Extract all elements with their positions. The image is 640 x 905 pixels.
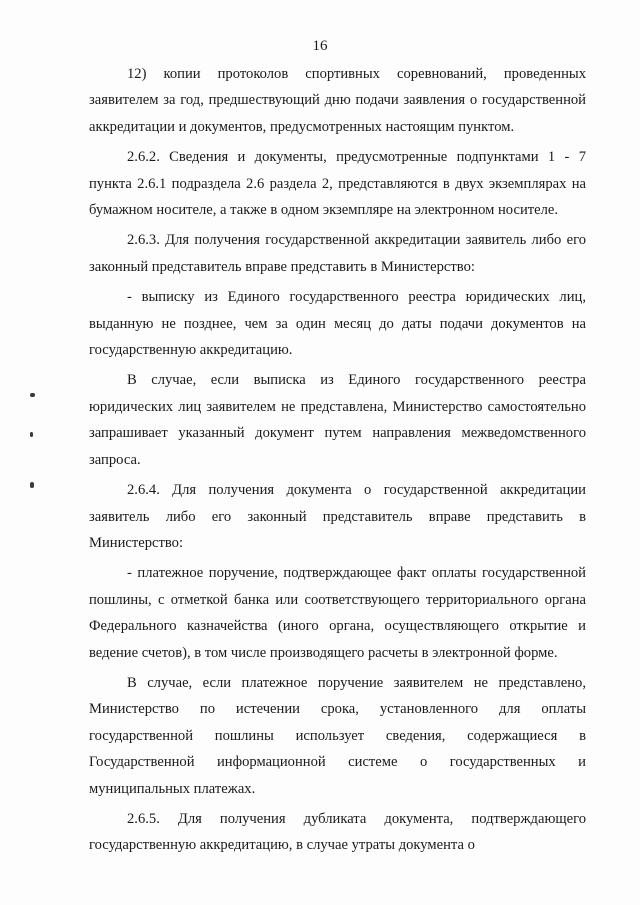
paragraph-2-6-4: 2.6.4. Для получения документа о государственной аккредитации заявитель либо его законный представитель вправе представить в Министерство:: [89, 482, 586, 551]
paragraph-payment-order-item: - платежное поручение, подтверждающее факт оплаты государственной пошлины, с отметкой банка или соответствующего территориального органа Федерального казначейства (иного органа, осуществляющего открытие и ведение счетов), в том числе производящего расчеты в электронной форме.: [89, 565, 586, 661]
scan-mark: [30, 432, 33, 437]
paragraph-item-12: 12) копии протоколов спортивных соревнований, проведенных заявителем за год, предшествующий дню подачи заявления о государственной аккредитации и документов, предусмотренных настоящим пунктом.: [89, 66, 586, 135]
paragraph-2-6-5: 2.6.5. Для получения дубликата документа, подтверждающего государственную аккредитацию, в случае утраты документа о: [89, 810, 586, 854]
document-body: [89, 61, 586, 859]
paragraph-extract-item: - выписку из Единого государственного реестра юридических лиц, выданную не позднее, чем за один месяц до даты подачи документов на государственную аккредитацию.: [89, 289, 586, 359]
page-number: 16: [312, 38, 328, 54]
paragraph-2-6-2: 2.6.2. Сведения и документы, предусмотренные подпунктами 1 - 7 пункта 2.6.1 подраздела 2.6 раздела 2, представляются в двух экземплярах на бумажном носителе, а также в одном экземпляре на электронном носителе.: [89, 149, 586, 219]
paragraph-extract-case: В случае, если выписка из Единого государственного реестра юридических лиц заявителем не представлена, Министерство самостоятельно запрашивает указанный документ путем направления межведомственного запроса.: [89, 372, 586, 468]
paragraph-payment-order-case: В случае, если платежное поручение заявителем не представлено, Министерство по истечении срока, установленного для оплаты государственной пошлины использует сведения, содержащиеся в Государственной информационной системе о государственных и муниципальных платежах.: [89, 674, 586, 797]
paragraph-2-6-3: 2.6.3. Для получения государственной аккредитации заявитель либо его законный представитель вправе представить в Министерство:: [89, 232, 586, 275]
scan-mark: [30, 393, 35, 397]
scan-mark: [30, 482, 34, 488]
